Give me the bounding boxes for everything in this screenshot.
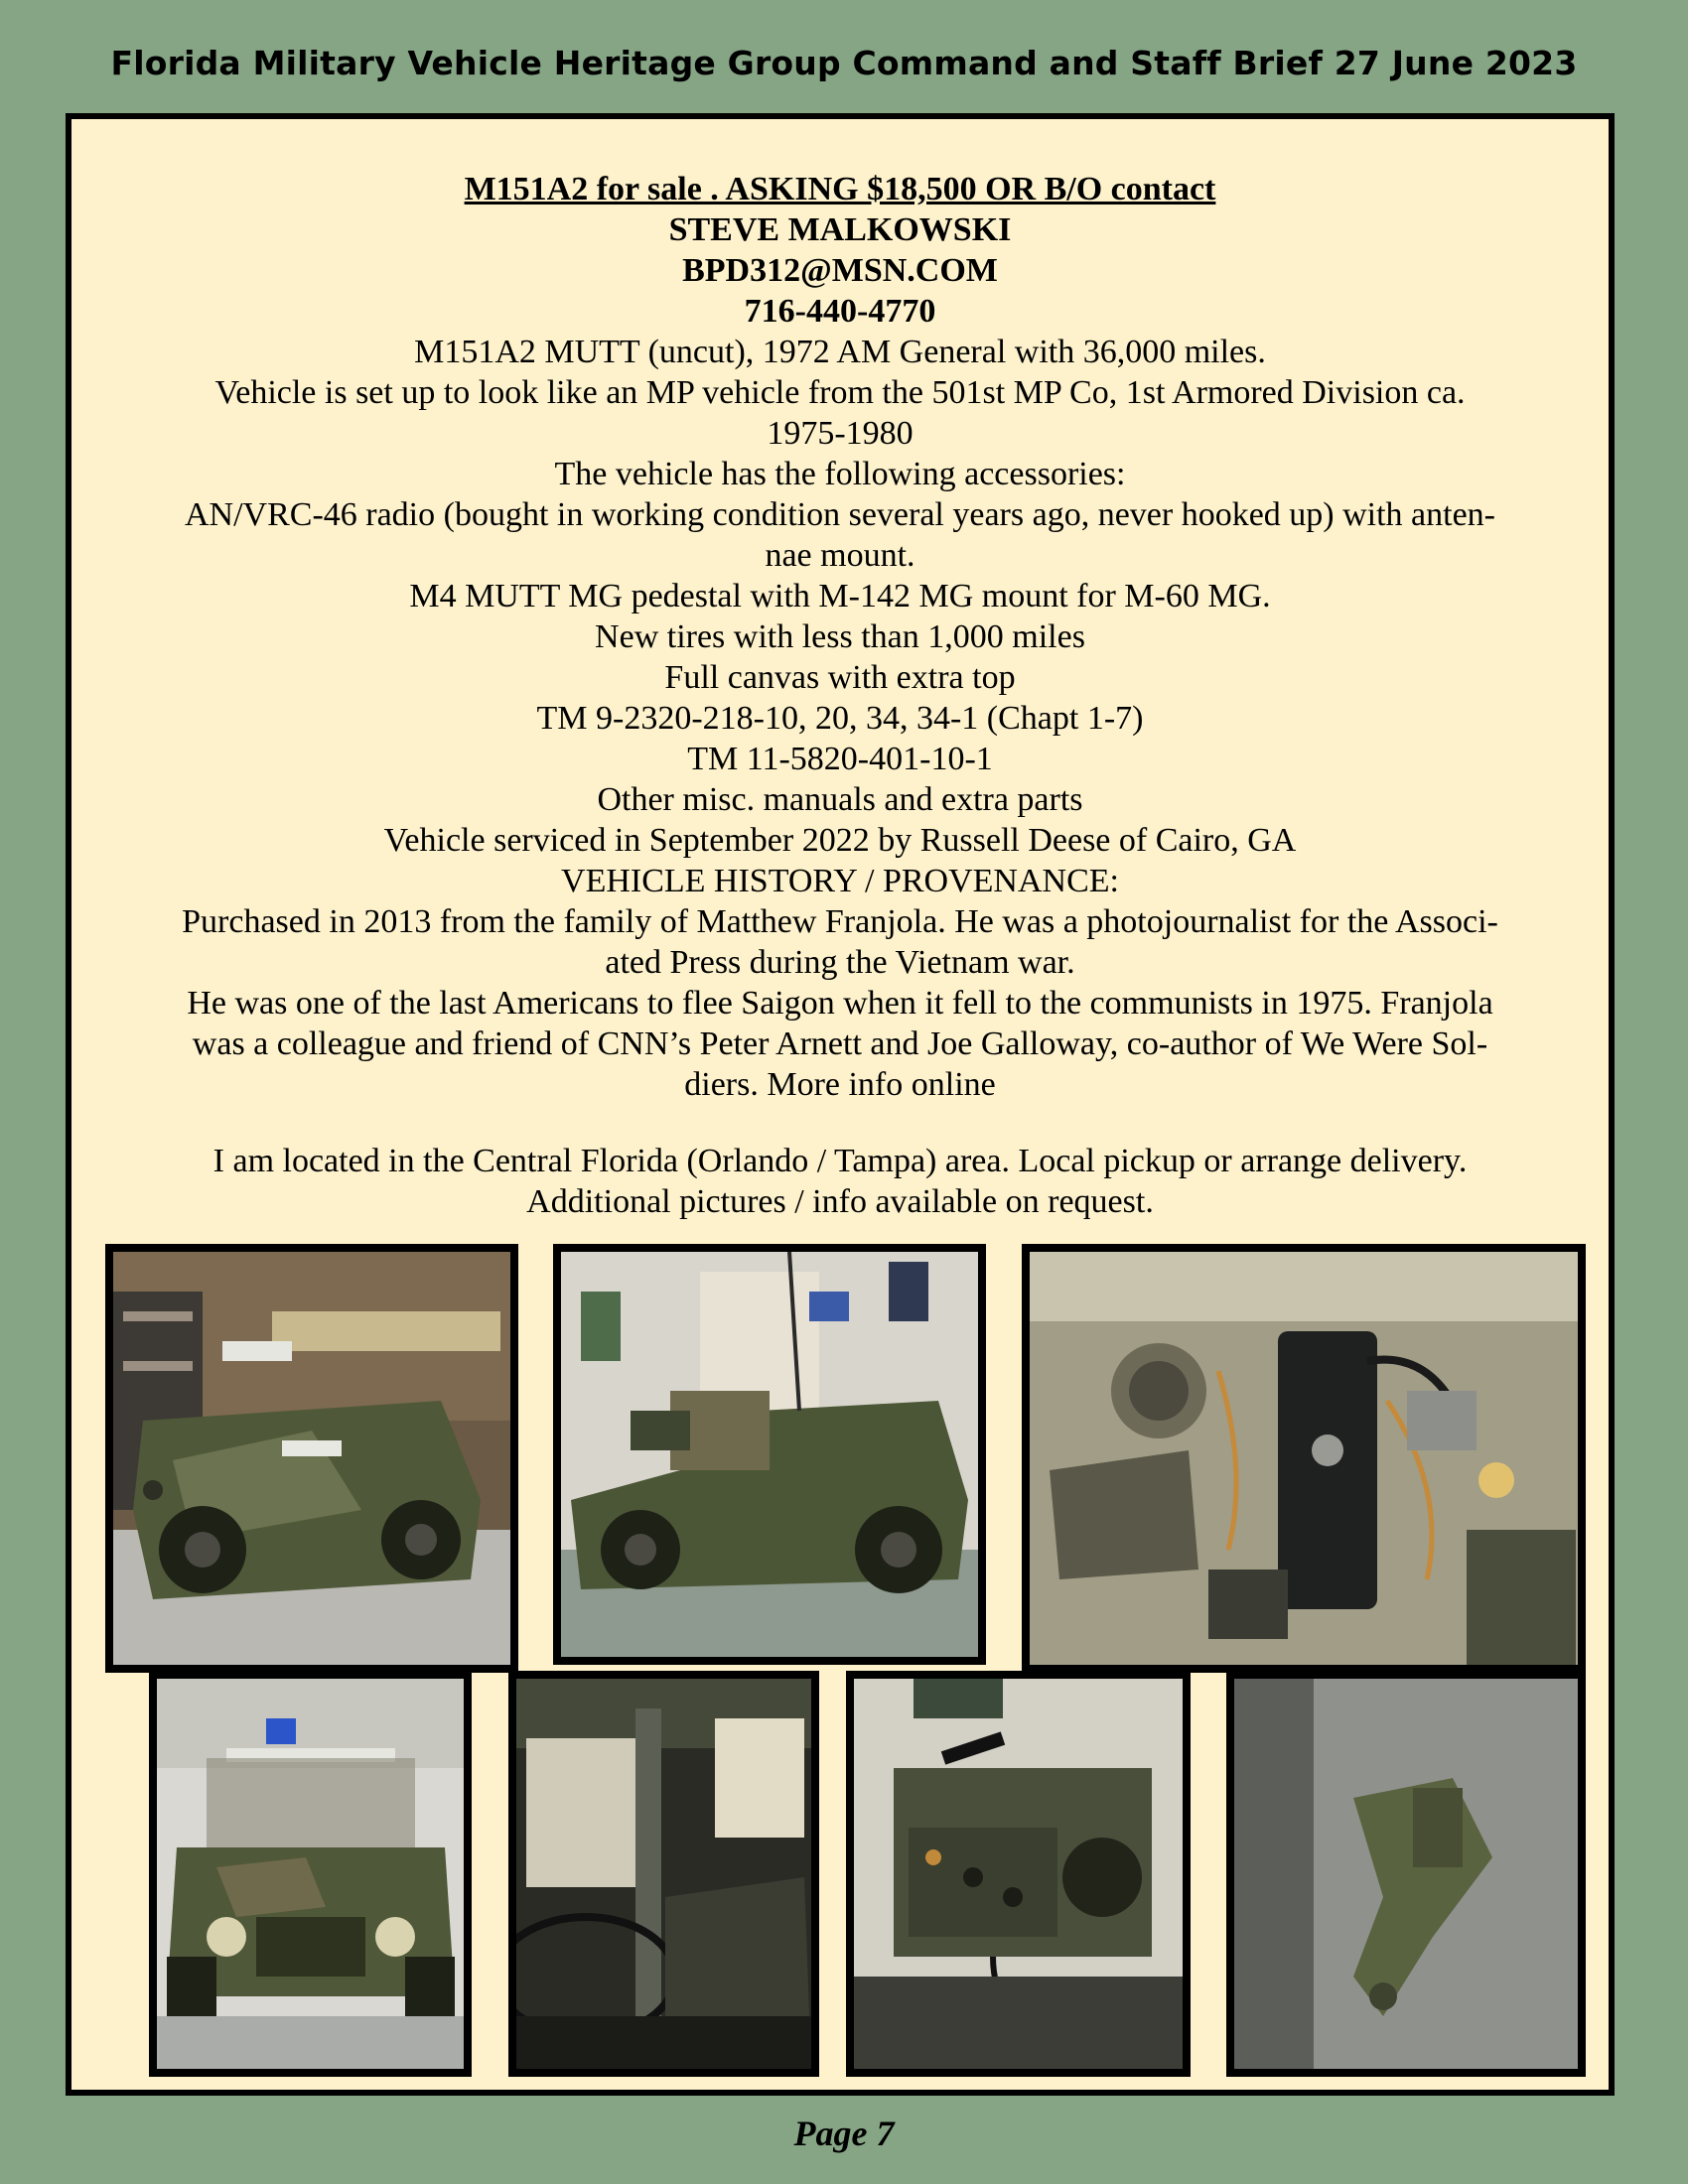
description-line: nae mount. bbox=[765, 537, 915, 574]
photo-jeep-front bbox=[149, 1671, 472, 2077]
photo-radio-set bbox=[846, 1671, 1191, 2077]
description-line: New tires with less than 1,000 miles bbox=[595, 618, 1085, 655]
description-line: was a colleague and friend of CNN’s Peter Arnett and Joe Galloway, co-author of We Were Sol- bbox=[192, 1025, 1488, 1062]
description-line: Purchased in 2013 from the family of Matthew Franjola. He was a photojournalist for the Associ- bbox=[182, 903, 1498, 940]
listing-text bbox=[71, 169, 1609, 1222]
description-line: M4 MUTT MG pedestal with M-142 MG mount for M-60 MG. bbox=[409, 578, 1271, 614]
contact-name: STEVE MALKOWSKI bbox=[668, 211, 1012, 248]
radio-image bbox=[854, 1679, 1183, 2069]
page-number: Page 7 bbox=[793, 2114, 895, 2153]
jeep-side-image bbox=[113, 1252, 510, 1665]
description-line: TM 11-5820-401-10-1 bbox=[687, 741, 993, 777]
description-line: The vehicle has the following accessories: bbox=[554, 456, 1126, 492]
description-line: Full canvas with extra top bbox=[664, 659, 1016, 696]
engine-image bbox=[1030, 1252, 1578, 1665]
description-line: AN/VRC-46 radio (bought in working condition several years ago, never hooked up) with anten- bbox=[184, 496, 1496, 533]
mg-mount-image bbox=[1234, 1679, 1578, 2069]
description-line: VEHICLE HISTORY / PROVENANCE: bbox=[561, 863, 1119, 899]
pedestal-image bbox=[516, 1679, 811, 2069]
photo-jeep-garage-side bbox=[105, 1244, 518, 1673]
listing-headline: M151A2 for sale . ASKING $18,500 OR B/O contact bbox=[464, 171, 1216, 207]
description-line: Vehicle is set up to look like an MP vehicle from the 501st MP Co, 1st Armored Division ca. bbox=[214, 374, 1466, 411]
photo-engine-bay bbox=[1022, 1244, 1586, 1673]
paragraph-gap bbox=[71, 1105, 1609, 1141]
closing-line: I am located in the Central Florida (Orlando / Tampa) area. Local pickup or arrange delivery. bbox=[212, 1143, 1468, 1179]
description-line: diers. More info online bbox=[684, 1066, 996, 1103]
newsletter-header: Florida Military Vehicle Heritage Group Command and Staff Brief 27 June 2023 bbox=[110, 44, 1578, 82]
jeep-front-image bbox=[157, 1679, 464, 2069]
contact-phone: 716-440-4770 bbox=[744, 293, 936, 330]
description-line: Vehicle serviced in September 2022 by Russell Deese of Cairo, GA bbox=[383, 822, 1297, 859]
description-line: 1975-1980 bbox=[767, 415, 914, 452]
closing-line: Additional pictures / info available on request. bbox=[526, 1183, 1154, 1220]
contact-email[interactable]: BPD312@MSN.COM bbox=[682, 252, 998, 289]
photo-mg-mount bbox=[1226, 1671, 1586, 2077]
description-line: TM 9-2320-218-10, 20, 34, 34-1 (Chapt 1-7) bbox=[536, 700, 1144, 737]
photo-jeep-garage-radio bbox=[553, 1244, 986, 1665]
description-line: ated Press during the Vietnam war. bbox=[605, 944, 1075, 981]
jeep-radio-image bbox=[561, 1252, 978, 1657]
description-line: He was one of the last Americans to flee Saigon when it fell to the communists in 1975. Franjola bbox=[187, 985, 1493, 1022]
photo-interior-pedestal bbox=[508, 1671, 819, 2077]
description-line: Other misc. manuals and extra parts bbox=[597, 781, 1083, 818]
description-line: M151A2 MUTT (uncut), 1972 AM General with 36,000 miles. bbox=[414, 334, 1266, 370]
